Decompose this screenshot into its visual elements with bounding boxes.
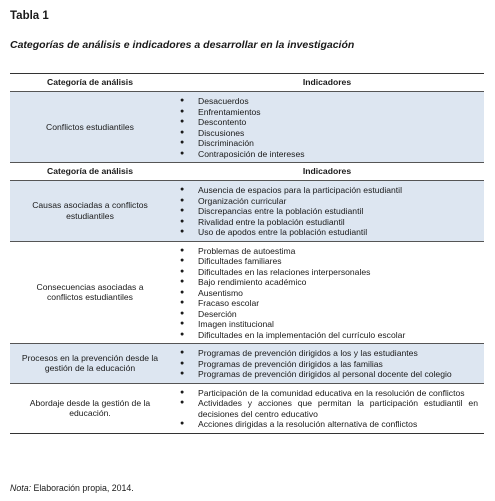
list-item: ● Acciones dirigidas a la resolución alternativa de conflictos [170,419,484,430]
list-item: ● Rivalidad entre la población estudiantil [170,217,484,228]
list-item: ● Organización curricular [170,196,484,207]
list-item: ● Programas de prevención dirigidos a los y las estudiantes [170,348,484,359]
list-item: ● Uso de apodos entre la población estudiantil [170,227,484,238]
header-category: Categoría de análisis [10,163,170,181]
table-row [10,92,484,163]
table-container [10,73,484,434]
category-cell: Causas asociadas a conflictos estudiantiles [10,181,170,242]
list-item: ● Discusiones [170,128,484,139]
category-cell: Consecuencias asociadas a conflictos estudiantiles [10,241,170,344]
table-label: Tabla 1 [10,10,49,22]
category-cell: Abordaje desde la gestión de la educación. [10,383,170,433]
list-item: ● Ausencia de espacios para la participación estudiantil [170,185,484,196]
header-row [10,163,484,181]
list-item: ● Problemas de autoestima [170,246,484,257]
table-note [10,483,134,493]
header-row [10,74,484,92]
list-item: ● Contraposición de intereses [170,149,484,160]
list-item: ● Desacuerdos [170,96,484,107]
list-item: ● Participación de la comunidad educativa en la resolución de conflictos [170,388,484,399]
header-category: Categoría de análisis [10,74,170,92]
note-label: Nota: [10,483,32,493]
table-row [10,241,484,344]
table-row [10,181,484,242]
indicators-cell [170,344,484,384]
category-cell: Procesos en la prevención desde la gestión de la educación [10,344,170,384]
header-indicators: Indicadores [170,74,484,92]
indicators-cell [170,92,484,163]
list-item: ● Dificultades en las relaciones interpersonales [170,267,484,278]
categories-table [10,74,484,434]
indicators-cell [170,181,484,242]
table-row [10,344,484,384]
list-item: ● Ausentismo [170,288,484,299]
list-item: ● Discriminación [170,138,484,149]
table-row [10,383,484,433]
indicators-cell [170,383,484,433]
list-item: ● Actividades y acciones que permitan la participación estudiantil en decisiones del centro educativo [170,398,484,419]
note-text: Elaboración propia, 2014. [31,483,134,493]
list-item: ● Discrepancias entre la población estudiantil [170,206,484,217]
list-item: ● Dificultades en la implementación del currículo escolar [170,330,484,341]
list-item: ● Programas de prevención dirigidos a las familias [170,359,484,370]
list-item: ● Descontento [170,117,484,128]
indicators-cell [170,241,484,344]
list-item: ● Imagen institucional [170,319,484,330]
list-item: ● Enfrentamientos [170,107,484,118]
list-item: ● Programas de prevención dirigidos al personal docente del colegio [170,369,484,380]
list-item: ● Fracaso escolar [170,298,484,309]
list-item: ● Dificultades familiares [170,256,484,267]
category-cell: Conflictos estudiantiles [10,92,170,163]
list-item: ● Bajo rendimiento académico [170,277,484,288]
table-title: Categorías de análisis e indicadores a desarrollar en la investigación [10,39,355,51]
list-item: ● Deserción [170,309,484,320]
header-indicators: Indicadores [170,163,484,181]
